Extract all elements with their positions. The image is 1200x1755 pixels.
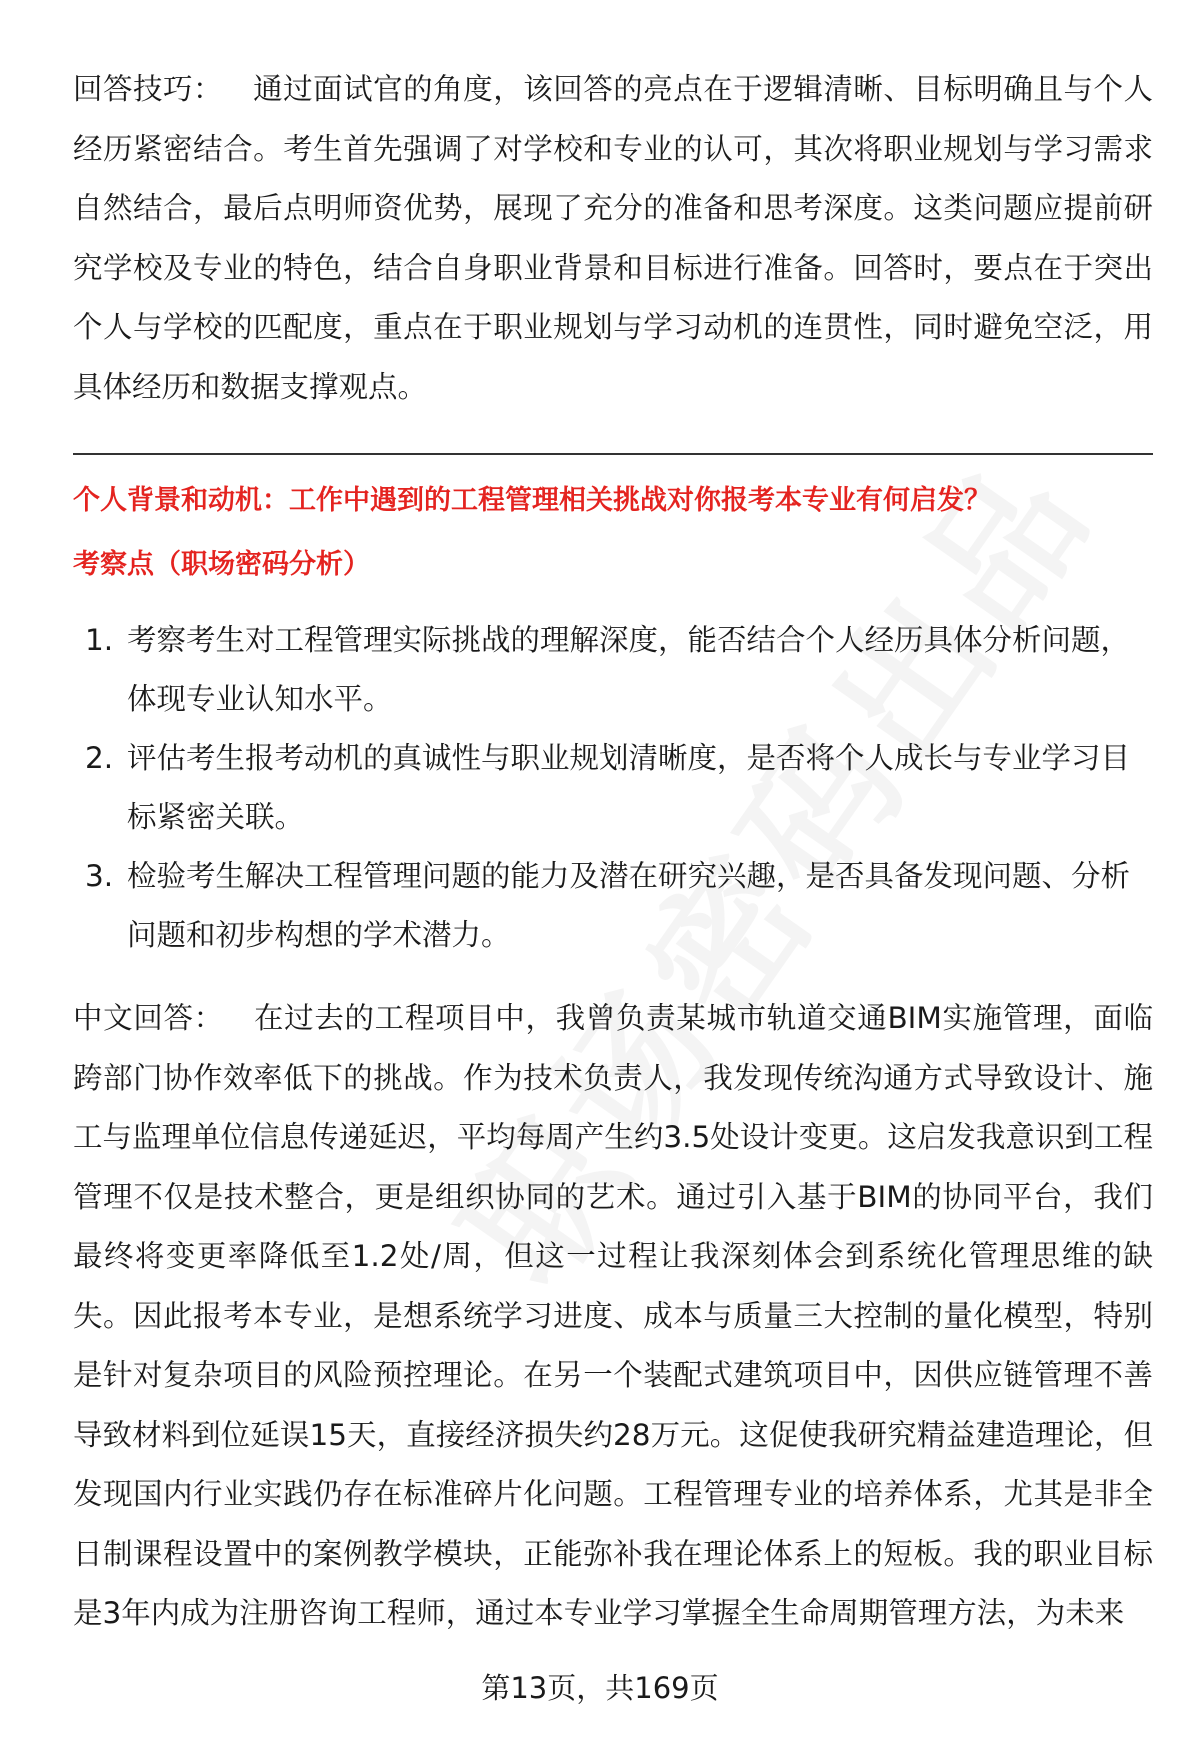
tips-text: 通过面试官的角度，该回答的亮点在于逻辑清晰、目标明确且与个人经历紧密结合。考生首先强调了对学校和专业的认可，其次将职业规划与学习需求自然结合，最后点明师资优势，展现了充分的准备和思考深度。这类问题应提前研究学校及专业的特色，结合自身职业背景和目标进行准备。回答时，要点在于突出个人与学校的匹配度，重点在于职业规划与学习动机的连贯性，同时避免空泛，用具体经历和数据支撑观点。 <box>73 72 1153 404</box>
answer-text: 在过去的工程项目中，我曾负责某城市轨道交通BIM实施管理，面临跨部门协作效率低下的挑战。作为技术负责人，我发现传统沟通方式导致设计、施工与监理单位信息传递延迟，平均每周产生约3.5处设计变更。这启发我意识到工程管理不仅是技术整合，更是组织协同的艺术。通过引入基于BIM的协同平台，我们最终将变更率降低至1.2处/周，但这一过程让我深刻体会到系统化管理思维的缺失。因此报考本专业，是想系统学习进度、成本与质量三大控制的量化模型，特别是针对复杂项目的风险预控理论。在另一个装配式建筑项目中，因供应链管理不善导致材料到位延误15天，直接经济损失约28万元。这促使我研究精益建造理论，但发现国内行业实践仍存在标准碎片化问题。工程管理专业的培养体系，尤其是非全日制课程设置中的案例教学模块，正能弥补我在理论体系上的短板。我的职业目标是3年内成为注册咨询工程师，通过本专业学习掌握全生命周期管理方法，为未来 <box>73 1001 1153 1630</box>
tips-paragraph <box>73 60 1153 417</box>
answer-label: 中文回答： <box>73 1001 224 1035</box>
list-item-text: 考察考生对工程管理实际挑战的理解深度，能否结合个人经历具体分析问题，体现专业认知水平。 <box>127 623 1131 716</box>
answer-paragraph <box>73 989 1153 1644</box>
list-item-number: 3. <box>85 859 114 893</box>
section-divider <box>73 453 1153 455</box>
list-item-number: 1. <box>85 623 114 657</box>
list-item-text: 检验考生解决工程管理问题的能力及潜在研究兴趣，是否具备发现问题、分析问题和初步构想的学术潜力。 <box>127 859 1131 952</box>
question-subtitle: 考察点（职场密码分析） <box>73 549 370 580</box>
list-item <box>73 847 1153 965</box>
list-item-number: 2. <box>85 741 114 775</box>
question-title: 个人背景和动机：工作中遇到的工程管理相关挑战对你报考本专业有何启发？ <box>73 485 991 516</box>
assessment-points-list <box>73 611 1153 965</box>
list-item <box>73 611 1153 729</box>
tips-label: 回答技巧： <box>73 72 224 106</box>
list-item-text: 评估考生报考动机的真诚性与职业规划清晰度，是否将个人成长与专业学习目标紧密关联。 <box>127 741 1131 834</box>
document-page <box>73 60 1153 1644</box>
list-item <box>73 729 1153 847</box>
page-number: 第13页，共169页 <box>481 1671 719 1705</box>
